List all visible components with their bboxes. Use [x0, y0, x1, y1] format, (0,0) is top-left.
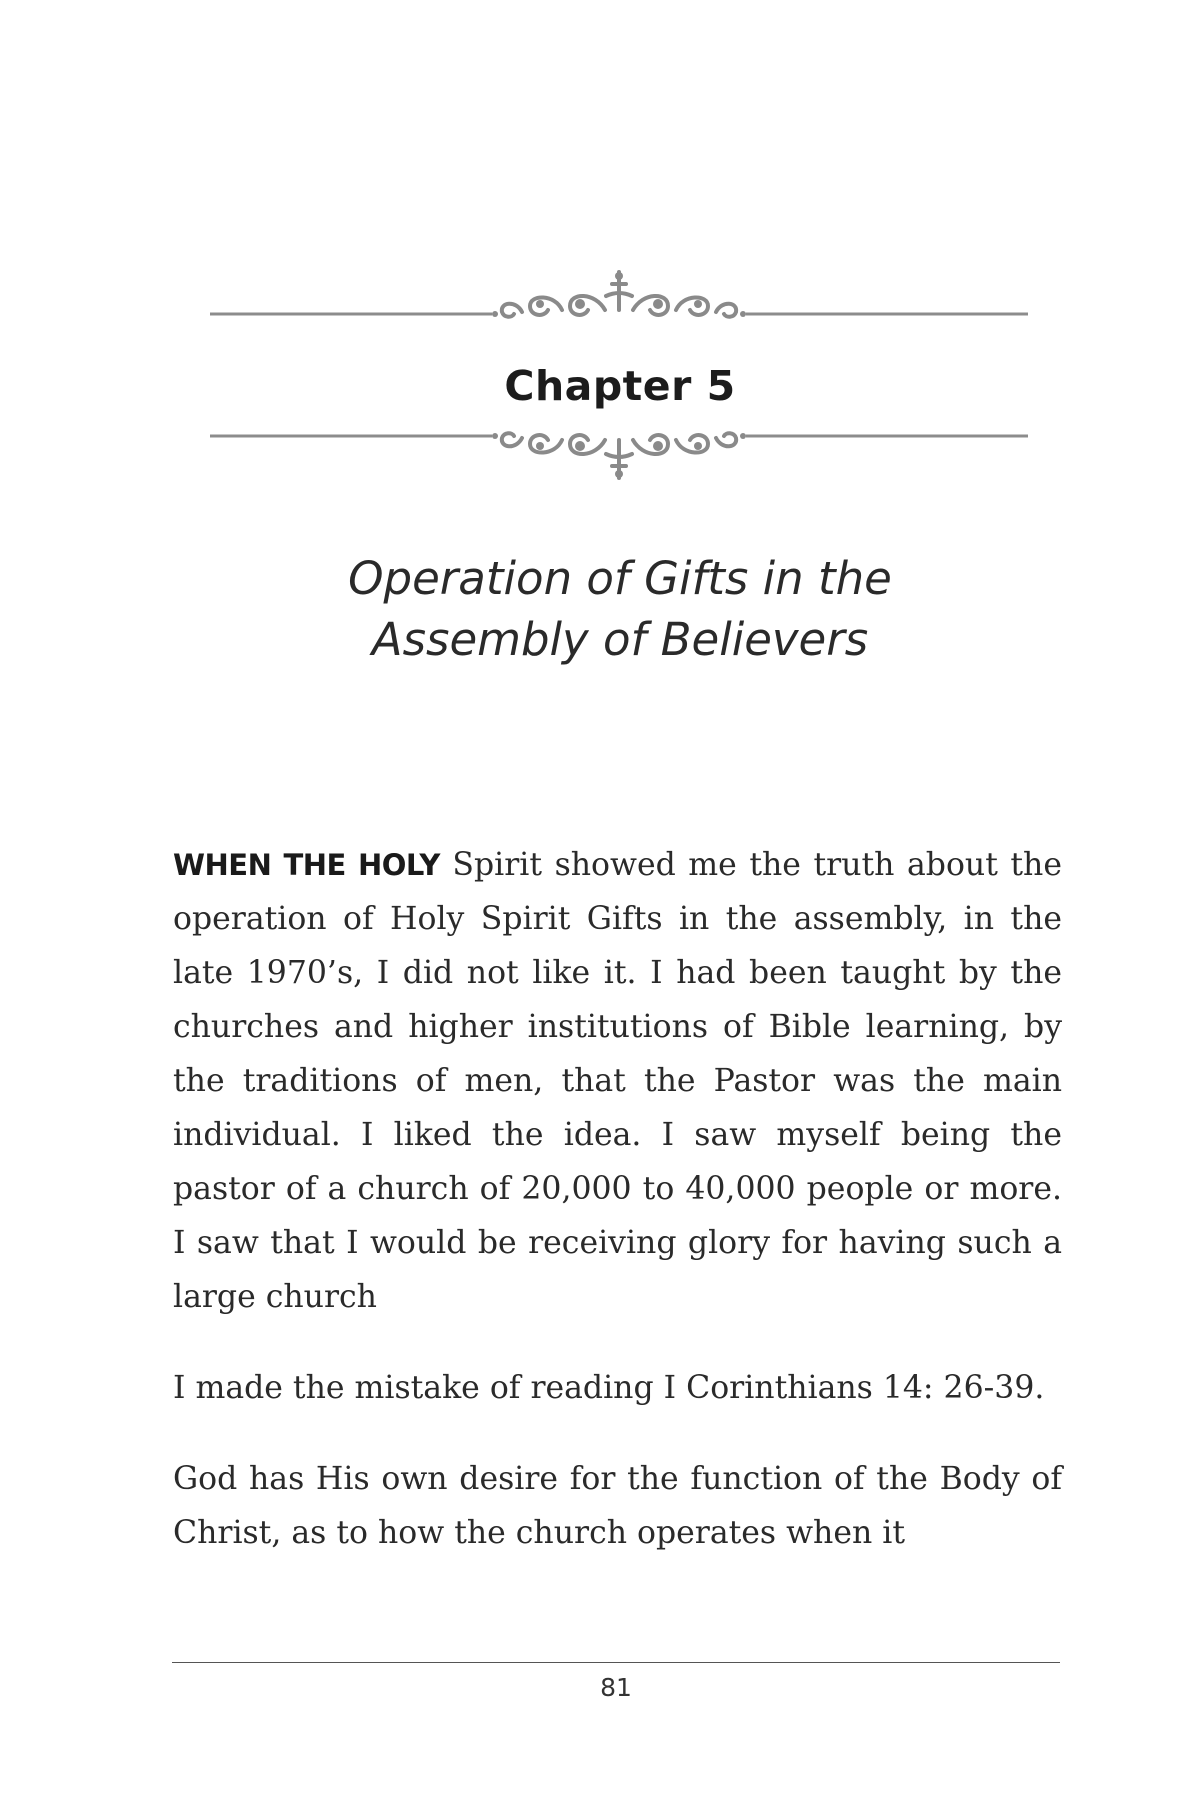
paragraph-1-text: Spirit showed me the truth about the operation of Holy Spirit Gifts in the assembly, in the late 1970’s, I did not like it. I had been taught by the churches and higher institutions of Bible learning, by the traditions of men, that the Pastor was the main individual. I liked the idea. I saw myself being the pastor of a church of 20,000 to 40,000 people or more. I saw that I would be receiving glory for having such a large church: [173, 847, 1062, 1315]
footer-divider: [172, 1662, 1060, 1663]
paragraph-3: God has His own desire for the function of the Body of Christ, as to how the church operates when it: [173, 1461, 1062, 1551]
chapter-number: Chapter 5: [504, 362, 736, 410]
page-number: 81: [600, 1673, 632, 1702]
paragraph-2: I made the mistake of reading I Corinthians 14: 26-39.: [173, 1370, 1045, 1406]
chapter-title-line-2: Assembly of Believers: [371, 613, 869, 666]
paragraph-1: [173, 838, 1062, 1324]
ornament-bottom-divider: [210, 420, 1028, 480]
lead-in-caps: WHEN THE HOLY: [173, 848, 440, 882]
chapter-title: [150, 548, 1090, 670]
chapter-title-line-1: Operation of Gifts in the: [348, 552, 892, 605]
chapter-body: [173, 838, 1062, 1597]
ornament-top-divider: [210, 270, 1028, 330]
